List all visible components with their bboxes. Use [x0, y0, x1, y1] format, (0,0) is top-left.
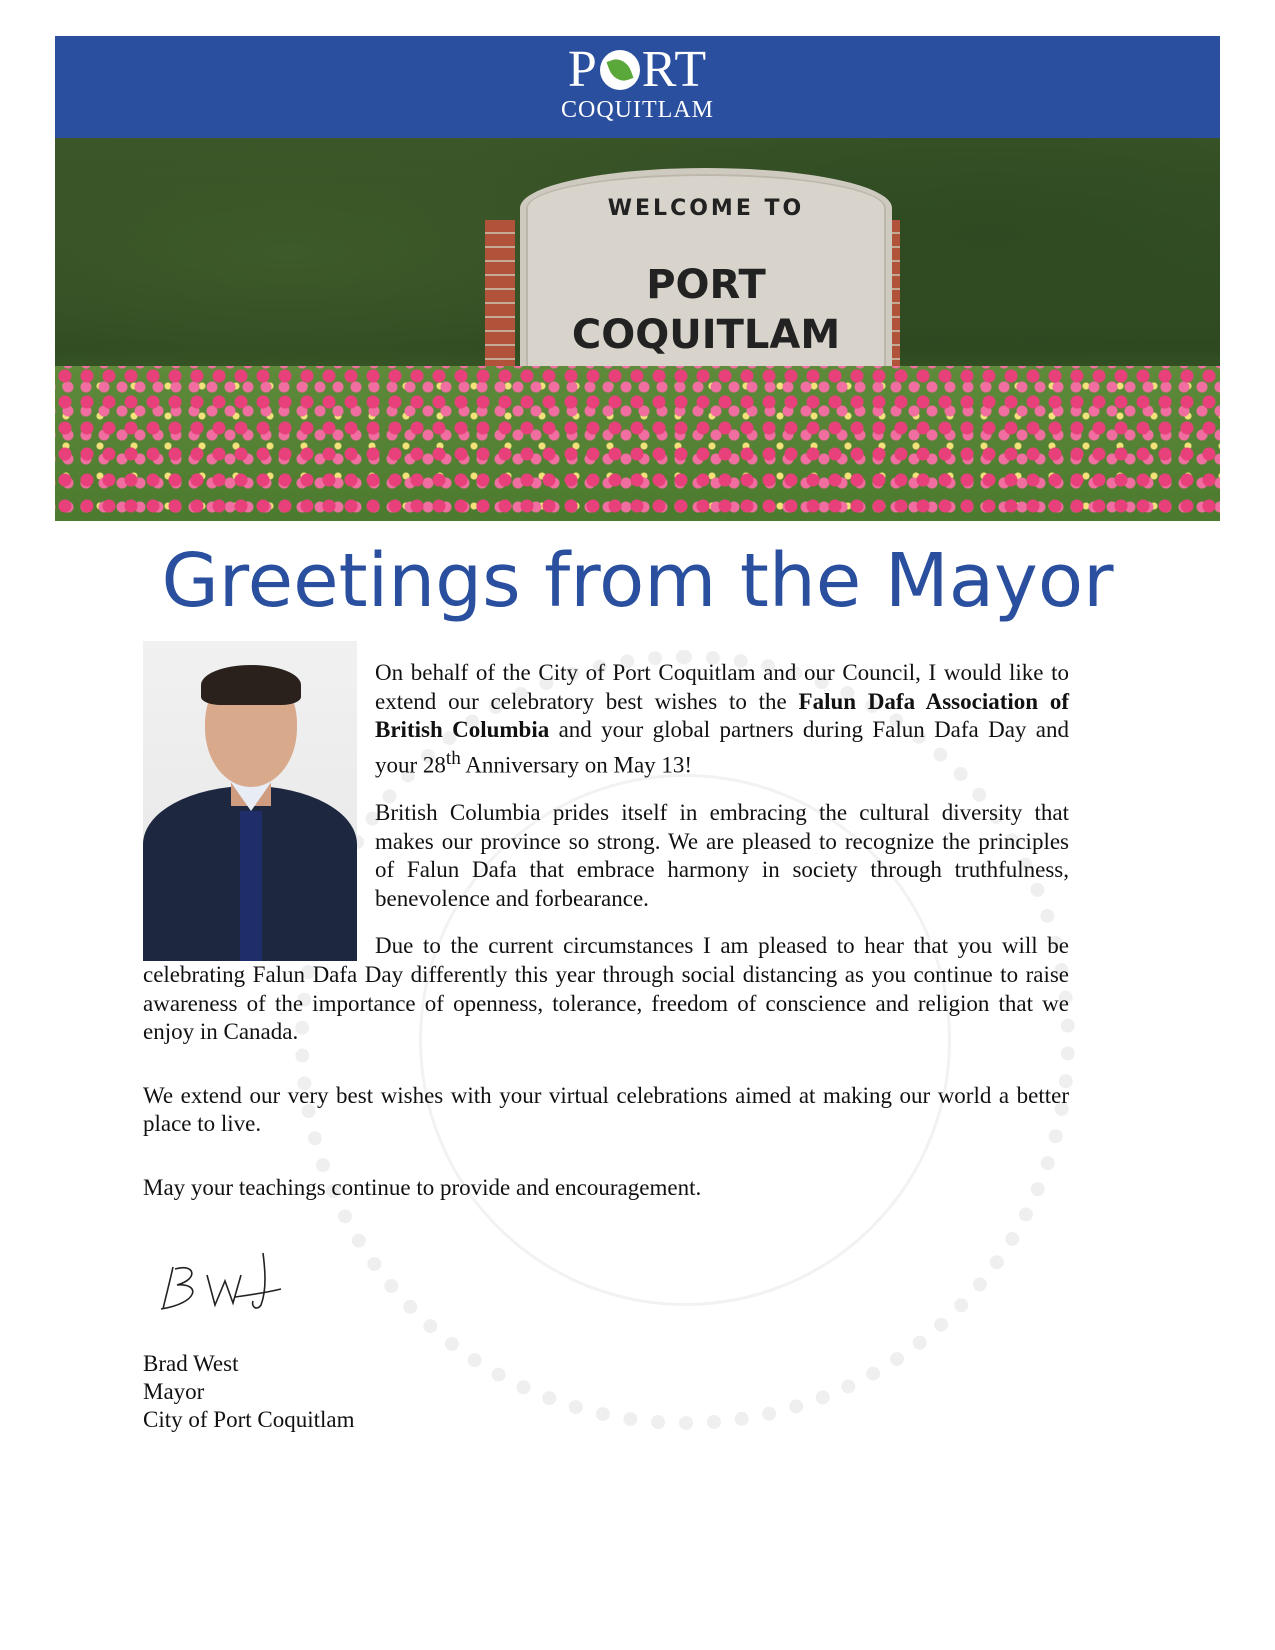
welcome-sign-photo: [55, 138, 1220, 521]
mayor-signature: [155, 1245, 290, 1320]
signer-organization: City of Port Coquitlam: [143, 1407, 355, 1432]
sign-coquitlam-text: COQUITLAM: [571, 312, 841, 358]
signer-name: Brad West: [143, 1351, 239, 1376]
p1-text-b: and your global partners during Falun Dafa Day and your 28: [375, 717, 1069, 778]
city-logo: [55, 42, 1220, 122]
photo-spacer: [143, 659, 375, 942]
paragraph-5: May your teachings continue to provide and encouragement.: [143, 1174, 702, 1200]
leaf-icon: [600, 50, 640, 90]
welcome-sign: [520, 168, 892, 395]
header-banner: [55, 36, 1220, 138]
sign-port-text: PORT: [646, 262, 766, 308]
sign-welcome-text: WELCOME TO: [607, 196, 805, 221]
paragraph-4: We extend our very best wishes with your virtual celebrations aimed at making our world a better place to live.: [143, 1082, 1069, 1137]
paragraph-2: British Columbia prides itself in embracing the cultural diversity that makes our province so strong. We are pleased to recognize the principles of Falun Dafa that embrace harmony in society through truthfulness, benevolence and forbearance.: [375, 800, 1069, 911]
p1-text-a: On behalf of the City of Port Coquitlam and our Council, I would like to extend our celebratory best wishes to the: [375, 660, 1069, 714]
association-name: Falun Dafa Association of British Columbia: [375, 688, 1069, 743]
signer-role: Mayor: [143, 1379, 205, 1404]
logo-wordmark: [568, 42, 707, 98]
ordinal-suffix: th: [445, 747, 461, 769]
logo-p: P: [567, 41, 598, 98]
p1-text-c: Anniversary on May 13!: [460, 752, 693, 778]
tulip-field: [55, 366, 1220, 521]
paragraph-3: Due to the current circumstances I am pleased to hear that you will be celebrating Falun Dafa Day differently this year through social distancing as you continue to raise awareness of the importance of openness, tolerance, freedom of conscience and religion that we enjoy in Canada.: [143, 933, 1069, 1045]
page-title: Greetings from the Mayor: [161, 538, 1114, 624]
letter-body: [143, 659, 1069, 1222]
logo-rt: RT: [641, 41, 708, 98]
signoff-block: [143, 1350, 354, 1434]
brick-pillar-left: [485, 220, 515, 380]
logo-subtitle: COQUITLAM: [561, 97, 714, 123]
